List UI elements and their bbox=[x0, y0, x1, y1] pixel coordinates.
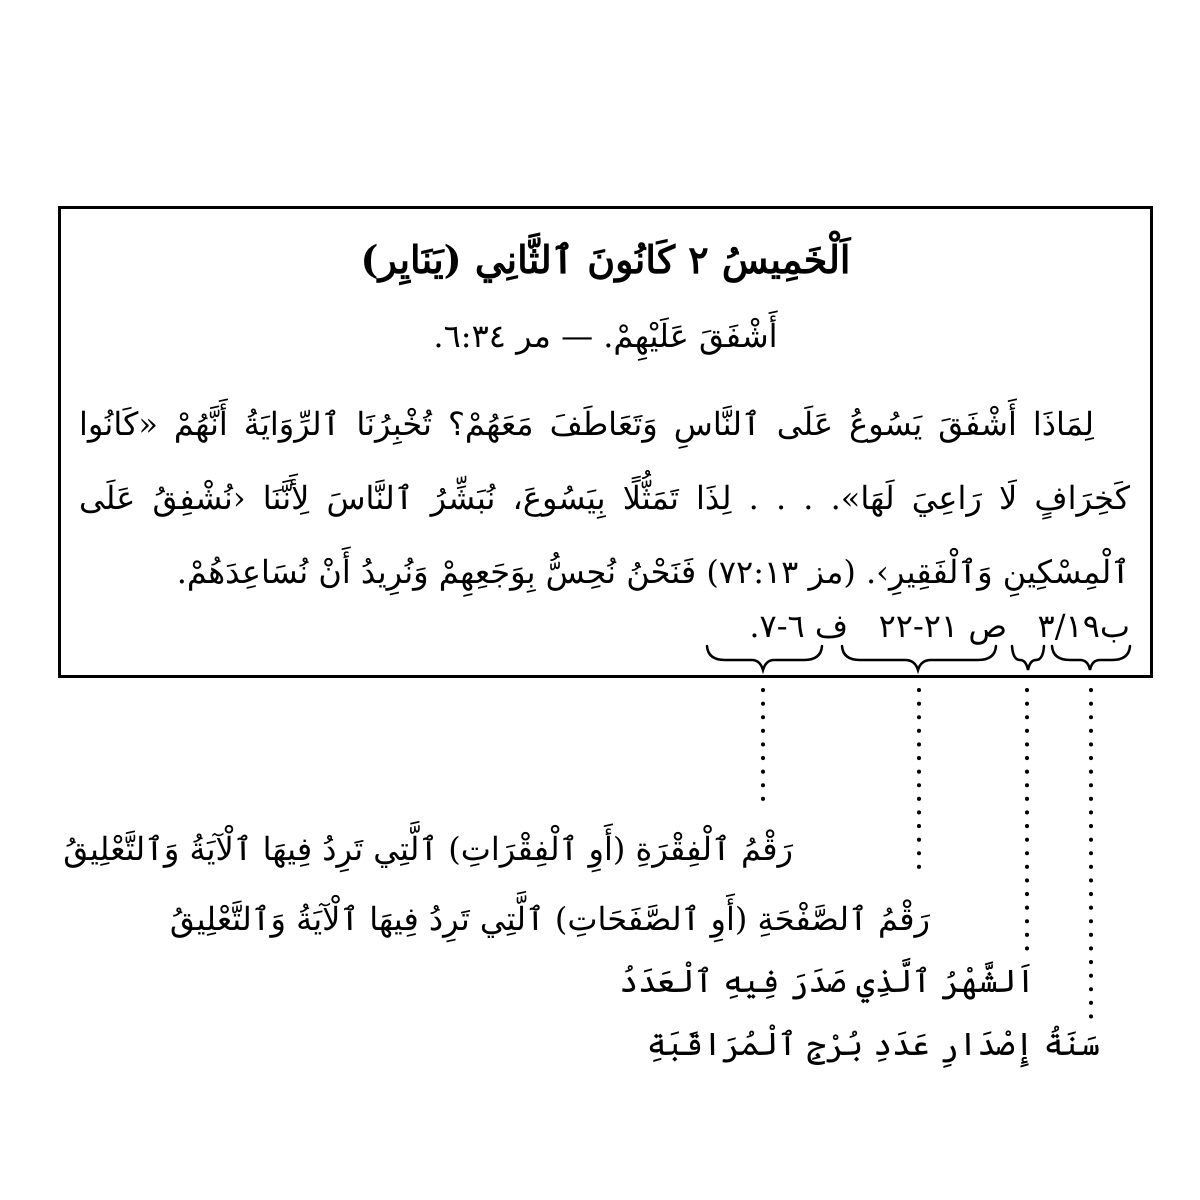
page-title: اَلْخَمِيسُ ٢ كَانُونَ ٱلثَّانِي (يَنَايِر) bbox=[360, 237, 851, 282]
legend-paragraphs: رَقْمُ ٱلْفِقْرَةِ (أَوِ ٱلْفِقْرَاتِ) ٱلَّتِي تَرِدُ فِيهَا ٱلْآيَةُ وَٱلتَّعْلِيقُ bbox=[63, 830, 793, 868]
source-reference bbox=[749, 607, 1130, 645]
reference-pages: ص ٢١-٢٢ bbox=[878, 607, 1008, 645]
reference-paragraphs: ف ٦-٧. bbox=[749, 607, 849, 645]
legend-month: اَلشَّهْرُ ٱلَّذِي صَدَرَ فِيهِ ٱلْعَدَدُ bbox=[619, 962, 1035, 1000]
reference-month: ٣ bbox=[1037, 607, 1055, 645]
reference-year: ب١٩ bbox=[1065, 607, 1130, 645]
commentary-paragraph: لِمَاذَا أَشْفَقَ يَسُوعُ عَلَى ٱلنَّاسِ وَتَعَاطَفَ مَعَهُمْ؟ تُخْبِرُنَا ٱلرِّوَايَةُ أَنَّهُمْ «كَانُوا كَخِرَافٍ لَا رَاعِيَ لَهَا». . . . لِذَا تَمَثُّلًا بِيَسُوعَ، نُبَشِّرُ ٱلنَّاسَ لِأَنَّنَا ‹نُشْفِقُ عَلَى ٱلْمِسْكِينِ وَٱلْفَقِيرِ›. (مز ٧٢:١٣) فَنَحْنُ نُحِسُّ بِوَجَعِهِمْ وَنُرِيدُ أَنْ نُسَاعِدَهُمْ. bbox=[79, 405, 1130, 591]
scripture-verse: أَشْفَقَ عَلَيْهِمْ. — مر ٦:٣٤. bbox=[433, 317, 778, 355]
legend-year: سَنَةُ إِصْدَارِ عَدَدِ بُرْجِ ٱلْمُرَاقَبَةِ bbox=[646, 1025, 1100, 1063]
daily-text-box bbox=[58, 206, 1153, 678]
reference-slash: / bbox=[1054, 607, 1066, 645]
legend-pages: رَقْمُ ٱلصَّفْحَةِ (أَوِ ٱلصَّفَحَاتِ) ٱلَّتِي تَرِدُ فِيهَا ٱلْآيَةُ وَٱلتَّعْلِيقُ bbox=[169, 900, 930, 938]
